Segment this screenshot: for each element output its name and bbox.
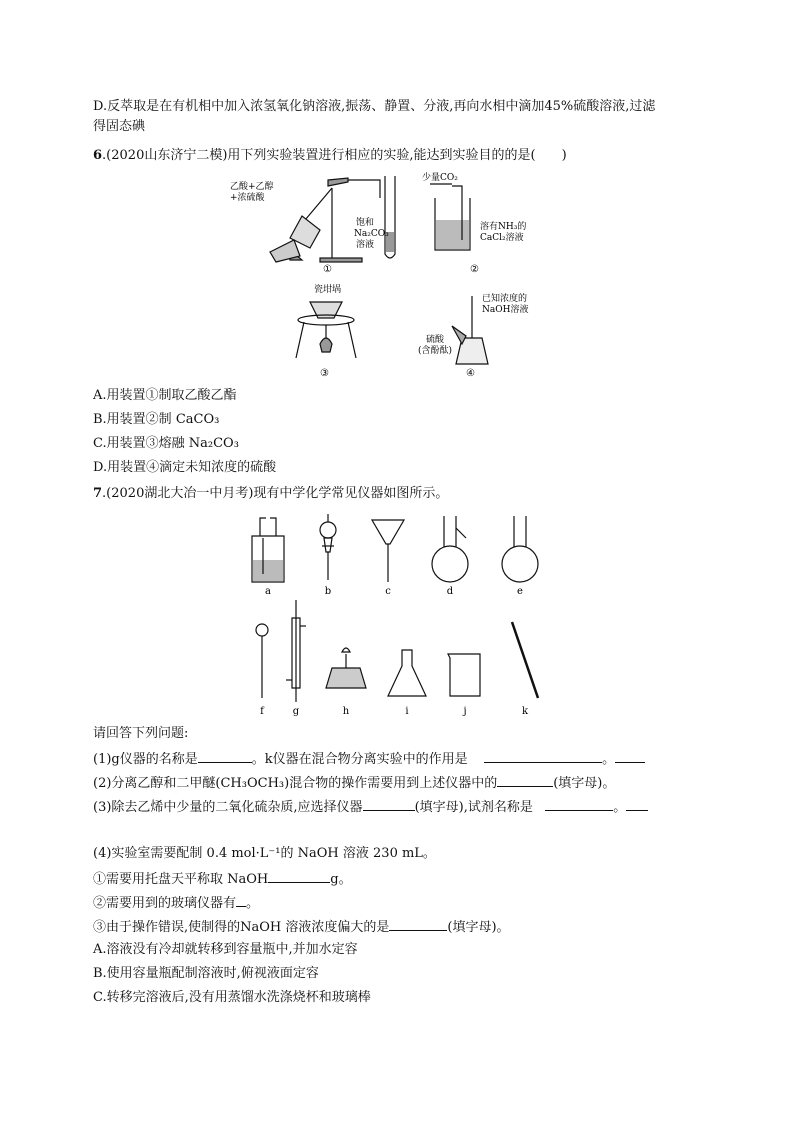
label-j: j xyxy=(463,706,467,717)
f4-label-a: 已知浓度的 xyxy=(482,294,528,304)
instrument-k xyxy=(512,622,538,698)
label-b: b xyxy=(324,586,332,597)
apparatus-1 xyxy=(270,176,395,262)
instrument-d xyxy=(432,516,468,582)
f4-label-d: (含酚酞) xyxy=(418,346,453,356)
label-a: a xyxy=(265,586,271,597)
apparatus-2 xyxy=(430,184,470,250)
answer-blank-8[interactable] xyxy=(389,916,447,931)
q6-option-b: B.用装置②制 CaCO₃ xyxy=(93,412,220,427)
f1-label-c: 饱和 xyxy=(356,218,375,228)
answer-blank-3[interactable] xyxy=(497,772,553,787)
q6-option-d: D.用装置④滴定未知浓度的硫酸 xyxy=(93,460,277,475)
f1-label-d: Na₂CO₃ xyxy=(354,229,389,239)
q7-part4-sub3: ③由于操作错误,使制得的NaOH 溶液浓度偏大的是 (填字母)。 xyxy=(93,916,510,938)
instrument-j xyxy=(448,654,480,696)
f2-label-b: 溶有NH₃的 xyxy=(480,222,527,232)
label-h: h xyxy=(342,706,350,717)
q6-option-a: A.用装置①制取乙酸乙酯 xyxy=(93,388,237,403)
f1-label-b: +浓硫酸 xyxy=(230,193,265,203)
instrument-g xyxy=(286,600,306,702)
answer-blank-6[interactable] xyxy=(268,868,330,883)
f1-label-a: 乙酸+乙醇 xyxy=(230,182,274,192)
instrument-a xyxy=(252,518,284,582)
answer-blank-7[interactable] xyxy=(236,892,246,907)
q6-apparatus-figure xyxy=(230,168,550,382)
answer-blank-4[interactable] xyxy=(363,796,415,811)
q7-part4-sub1: ①需要用托盘天平称取 NaOH g。 xyxy=(93,868,352,890)
q7-part2: (2)分离乙醇和二甲醚(CH₃OCH₃)混合物的操作需要用到上述仪器中的 (填字母)。 xyxy=(93,772,615,794)
answer-blank-2-tail xyxy=(615,748,645,763)
label-i: i xyxy=(405,706,409,717)
answer-blank-2[interactable] xyxy=(484,748,602,763)
q7-part4: (4)实验室需要配制 0.4 mol·L⁻¹的 NaOH 溶液 230 mL。 xyxy=(93,846,436,861)
instrument-b xyxy=(320,514,336,580)
q7-part1: (1)g仪器的名称是 。k仪器在混合物分离实验中的作用是 。 xyxy=(93,748,645,770)
q7-option-c: C.转移完溶液后,没有用蒸馏水洗涤烧杯和玻璃棒 xyxy=(93,990,371,1005)
f1-label-e: 溶液 xyxy=(356,240,375,250)
f3-number: ③ xyxy=(320,368,329,379)
q7-part4-sub2: ②需要用到的玻璃仪器有 。 xyxy=(93,892,259,914)
instrument-f xyxy=(256,624,268,698)
f4-number: ④ xyxy=(466,368,475,379)
apparatus-3 xyxy=(296,302,356,358)
f1-number: ① xyxy=(323,264,332,275)
label-c: c xyxy=(385,586,391,597)
label-k: k xyxy=(521,706,529,717)
label-g: g xyxy=(292,706,300,717)
q7-instruments-figure xyxy=(240,508,560,720)
q7-prompt: 请回答下列问题: xyxy=(93,726,189,741)
f3-label: 瓷坩埚 xyxy=(314,285,342,295)
q5-option-d-line1: D.反萃取是在有机相中加入浓氢氧化钠溶液,振荡、静置、分液,再向水相中滴加45%硫酸溶液,过滤 xyxy=(93,99,656,114)
instrument-c xyxy=(372,520,404,582)
answer-blank-5-tail xyxy=(626,796,648,811)
f2-label-a: 少量CO₂ xyxy=(422,173,458,183)
q7-part3: (3)除去乙烯中少量的二氧化硫杂质,应选择仪器 (填字母),试剂名称是 。 xyxy=(93,796,648,818)
label-e: e xyxy=(517,586,523,597)
instrument-e xyxy=(502,516,538,582)
f4-label-b: NaOH溶液 xyxy=(482,305,529,315)
q5-option-d-line2: 得固态碘 xyxy=(93,119,146,134)
instrument-i xyxy=(388,650,426,696)
instrument-h xyxy=(326,648,366,688)
f4-label-c: 硫酸 xyxy=(426,335,445,345)
q7-stem: 7.(2020湖北大冶一中月考)现有中学化学常见仪器如图所示。 xyxy=(93,486,449,501)
q7-option-b: B.使用容量瓶配制溶液时,俯视液面定容 xyxy=(93,966,319,981)
label-f: f xyxy=(260,706,264,717)
q7-option-a: A.溶液没有冷却就转移到容量瓶中,并加水定容 xyxy=(93,942,358,957)
answer-blank-5[interactable] xyxy=(545,796,613,811)
q6-option-c: C.用装置③熔融 Na₂CO₃ xyxy=(93,436,239,451)
label-d: d xyxy=(446,586,454,597)
f2-number: ② xyxy=(470,264,479,275)
f2-label-c: CaCl₂溶液 xyxy=(480,233,524,243)
answer-blank-1[interactable] xyxy=(198,748,252,763)
q6-stem: 6.(2020山东济宁二模)用下列实验装置进行相应的实验,能达到实验目的的是( ) xyxy=(93,148,567,163)
